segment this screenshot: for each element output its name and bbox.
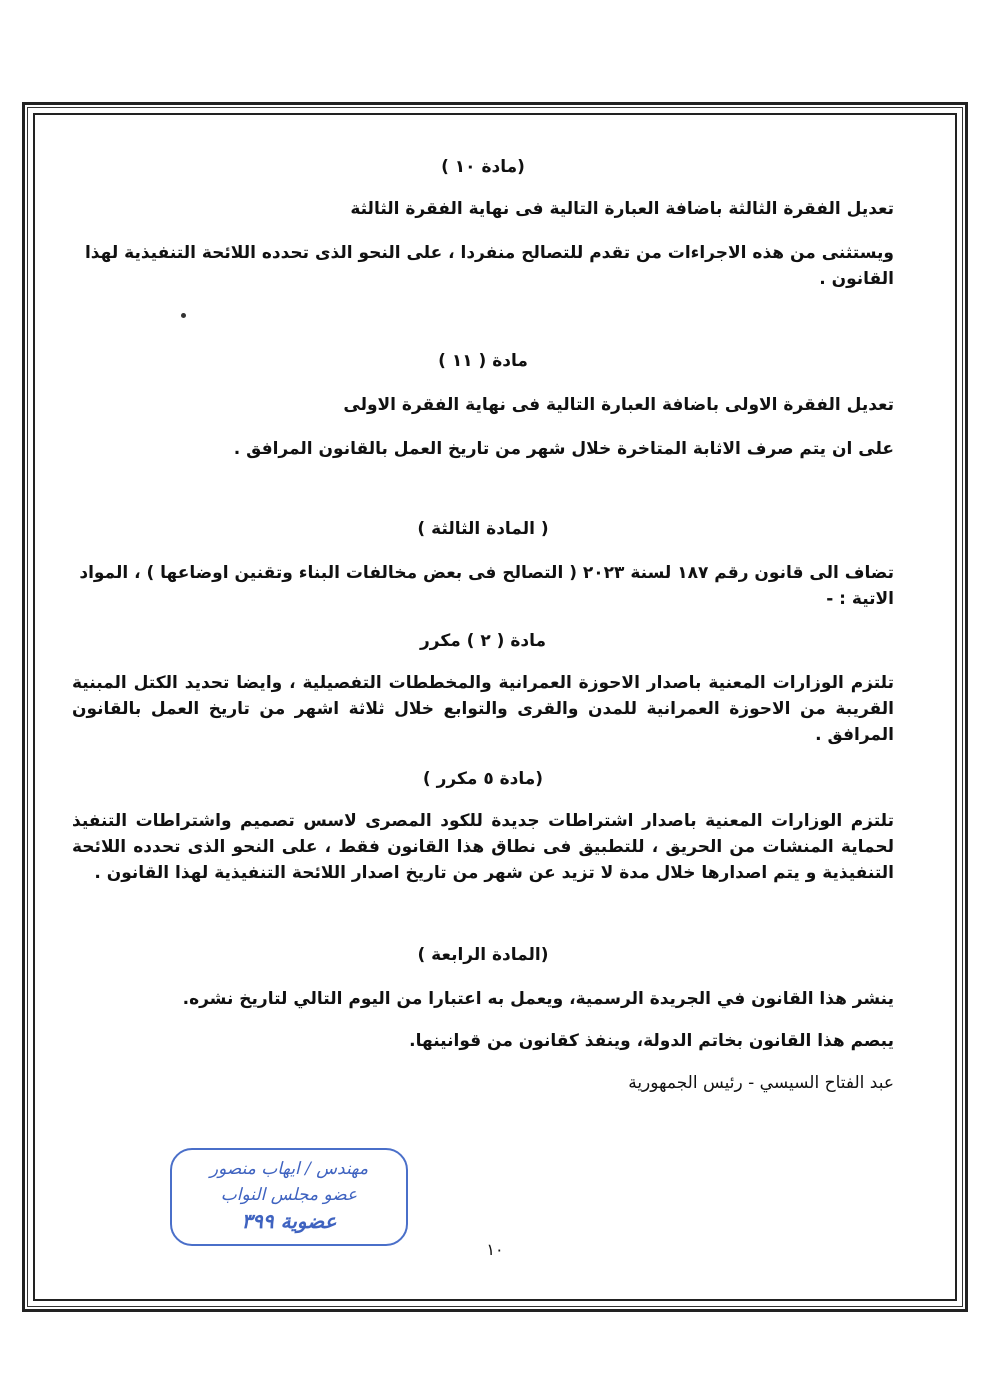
article-10-heading: (مادة ١٠ ) (441, 157, 525, 177)
third-article-heading: ( المادة الثالثة ) (417, 519, 549, 539)
article-11-heading: مادة ( ١١ ) (438, 351, 528, 371)
article-2-bis-heading: مادة ( ٢ ) مكرر (419, 631, 547, 651)
stamp-line-title: عضو مجلس النواب (220, 1185, 358, 1205)
article-5-bis-body: تلتزم الوزارات المعنية باصدار اشتراطات جديدة للكود المصرى لاسس تصميم واشتراطات التنفيذ لحماية المنشات من الحريق ، للتطبيق فى نطاق هذا القانون فقط ، على النحو الذى تحدده اللائحة التنفيذية و يتم اصدارها خلال مدة لا تزيد عن شهر من تاريخ اصدار اللائحة التنفيذية لهذا القانون . (72, 811, 894, 883)
fourth-article-line-1: ينشر هذا القانون في الجريدة الرسمية، ويعمل به اعتبارا من اليوم التالي لتاريخ نشره. (182, 989, 894, 1009)
fourth-article-line-2: يبصم هذا القانون بخاتم الدولة، وينفذ كقانون من قوانينها. (409, 1031, 894, 1051)
article-10-line-1: تعديل الفقرة الثالثة باضافة العبارة التالية فى نهاية الفقرة الثالثة (350, 199, 894, 219)
third-article-line-1: تضاف الى قانون رقم ١٨٧ لسنة ٢٠٢٣ ( التصالح فى بعض مخالفات البناء وتقنين اوضاعها ) ، المواد الاتية : - (79, 563, 894, 609)
document-body (72, 148, 894, 1278)
signature-line: عبد الفتاح السيسي - رئيس الجمهورية (628, 1073, 894, 1093)
fourth-article-heading: (المادة الرابعة ) (417, 945, 549, 965)
article-5-bis-heading: (مادة ٥ مكرر ) (422, 769, 544, 789)
member-stamp (170, 1148, 408, 1246)
article-10-line-2: ويستثنى من هذه الاجراءات من تقدم للتصالح منفردا ، على النحو الذى تحدده اللائحة التنفيذية لهذا القانون . (84, 243, 894, 289)
article-2-bis-body: تلتزم الوزارات المعنية باصدار الاحوزة العمرانية والمخططات التفصيلية ، وايضا تحديد الكتل المبنية القريبة من الاحوزة العمرانية للمدن والقرى والتوابع خلال ثلاثة اشهر من تاريخ العمل بالقانون المرافق . (72, 673, 894, 745)
stamp-line-membership: عضوية ٣٩٩ (241, 1209, 337, 1233)
stamp-line-name: مهندس / ايهاب منصور (209, 1159, 369, 1179)
article-11-line-1: تعديل الفقرة الاولى باضافة العبارة التالية فى نهاية الفقرة الاولى (343, 395, 894, 415)
page-number: ١٠ (486, 1240, 504, 1259)
article-11-line-2: على ان يتم صرف الاثابة المتاخرة خلال شهر من تاريخ العمل بالقانون المرافق . (233, 439, 894, 459)
